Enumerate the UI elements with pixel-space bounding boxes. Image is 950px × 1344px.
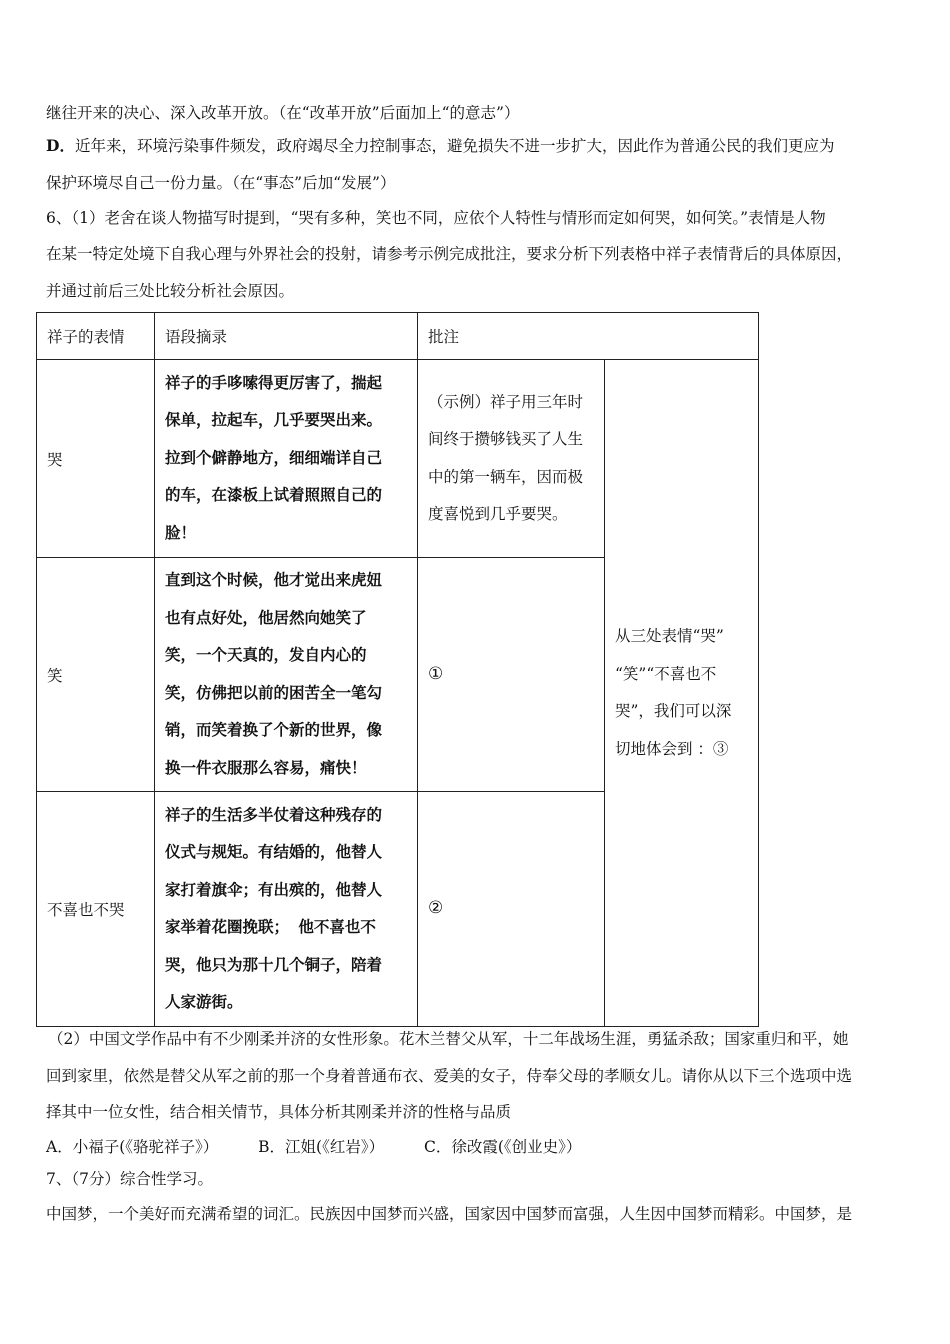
option-c: C．徐改霞(《创业史》）	[423, 1138, 582, 1156]
option-d-text: 近年来，环境污染事件频发，政府竭尽全力控制事态，避免损失不进一步扩大，因此作为普通公民的我们更应为	[74, 137, 835, 155]
expression-cell: 不喜也不哭	[37, 792, 155, 1027]
question-6-line-1: 6、（1）老舍在谈人物描写时提到，“哭有多种，笑也不同，应依个人特性与情形而定如何哭，如何笑。”表情是人物	[46, 209, 826, 227]
options-line	[46, 1137, 581, 1157]
excerpt-line: 人家游街。	[165, 993, 243, 1011]
summary-note-cell	[605, 360, 759, 1027]
expression-cell: 哭	[37, 360, 155, 558]
header-expression: 祥子的表情	[37, 313, 155, 360]
option-b: B．江姐(《红岩》）	[258, 1138, 385, 1156]
question-6-line-3: 并通过前后三处比较分析社会原因。	[46, 282, 295, 300]
excerpt-line: 销，而笑着换了个新的世界，像	[165, 721, 383, 739]
table-row	[37, 360, 759, 558]
option-d-label: D．	[46, 136, 75, 155]
excerpt-line: 换一件衣服那么容易，痛快！	[165, 758, 367, 777]
excerpt-cell	[155, 792, 418, 1027]
excerpt-line: 仪式与规矩。有结婚的，他替人	[165, 843, 383, 861]
excerpt-line: 祥子的手哆嗦得更厉害了，揣起	[165, 373, 383, 392]
summary-line: 哭”，我们可以深	[615, 702, 732, 720]
note-cell-blank-2	[418, 792, 605, 1027]
part-2-line-1: （2）中国文学作品中有不少刚柔并济的女性形象。花木兰替父从军，十二年战场生涯，勇猛杀敌；国家重归和平，她	[48, 1030, 849, 1048]
excerpt-line: 保单，拉起车，几乎要哭出来。	[165, 411, 383, 430]
question-7-title: 7、（7分）综合性学习。	[46, 1170, 213, 1188]
option-a: A．小福子(《骆驼祥子》）	[46, 1138, 219, 1156]
summary-line: “笑”“不喜也不	[615, 664, 717, 683]
header-note: 批注	[418, 313, 759, 360]
note-line: 度喜悦到几乎要哭。	[428, 505, 568, 523]
note-line: （示例）祥子用三年时	[428, 392, 584, 411]
note-line: 间终于攒够钱买了人生	[428, 430, 584, 448]
summary-line: 从三处表情“哭”	[615, 627, 724, 645]
excerpt-line: 也有点好处，他居然向她笑了	[165, 608, 367, 627]
part-2-line-3: 择其中一位女性，结合相关情节，具体分析其刚柔并济的性格与品质	[46, 1103, 512, 1121]
expression-cell: 笑	[37, 558, 155, 792]
note-cell-example	[418, 360, 605, 558]
table-header-row	[37, 313, 759, 360]
blank-marker-1: ①	[428, 663, 444, 684]
note-cell-blank-1	[418, 558, 605, 792]
paragraph-line-3: 保护环境尽自己一份力量。（在“事态”后加“发展”）	[46, 174, 396, 192]
expression-table	[36, 312, 759, 1027]
question-6-line-2: 在某一特定处境下自我心理与外界社会的投射，请参考示例完成批注，要求分析下列表格中祥子表情背后的具体原因，	[46, 245, 853, 263]
excerpt-line: 拉到个僻静地方，细细端详自己	[165, 448, 383, 467]
blank-marker-2: ②	[428, 898, 444, 919]
paragraph-line-1: 继往开来的决心、深入改革开放。（在“改革开放”后面加上“的意志”）	[46, 104, 520, 122]
excerpt-line: 的车，在漆板上试着照照自己的	[165, 486, 383, 505]
question-7-line-1: 中国梦，一个美好而充满希望的词汇。民族因中国梦而兴盛，国家因中国梦而富强，人生因中国梦而精彩。中国梦，是	[46, 1205, 853, 1223]
part-2-line-2: 回到家里，依然是替父从军之前的那一个身着普通布衣、爱美的女子，侍奉父母的孝顺女儿。请你从以下三个选项中选	[46, 1067, 853, 1085]
header-excerpt: 语段摘录	[155, 313, 418, 360]
excerpt-line: 直到这个时候，他才觉出来虎妞	[165, 571, 383, 589]
summary-line: 切地体会到 ：③	[615, 739, 729, 758]
excerpt-cell	[155, 360, 418, 558]
excerpt-line: 笑，仿佛把以前的困苦全一笔勾	[165, 683, 383, 702]
excerpt-line: 家打着旗伞；有出殡的，他替人	[165, 880, 383, 899]
excerpt-line: 笑，一个天真的，发自内心的	[165, 646, 367, 664]
excerpt-line: 家举着花圈挽联； 他不喜也不	[165, 918, 376, 936]
excerpt-line: 哭，他只为那十几个铜子，陪着	[165, 955, 383, 974]
option-d-line	[46, 136, 834, 156]
excerpt-line: 脸！	[165, 523, 197, 542]
excerpt-cell	[155, 558, 418, 792]
note-line: 中的第一辆车，因而极	[428, 467, 584, 486]
excerpt-line: 祥子的生活多半仗着这种残存的	[165, 805, 383, 824]
